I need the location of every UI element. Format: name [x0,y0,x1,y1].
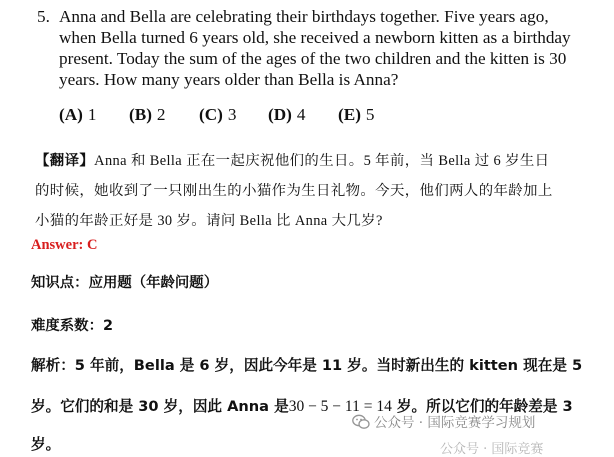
difficulty: 难度系数：2 [31,318,113,334]
choice-d: (D) 4 [268,105,306,124]
explanation-line-1: 解析：5 年前，Bella 是 6 岁，因此今年是 11 岁。当时新出生的 kitten 现在是 5 [31,357,583,374]
question-line-4: years. How many years older than Bella is Anna? [59,70,399,89]
watermark: 公众号 · 国际竞赛学习规划 [352,411,535,434]
question-line-3: present. Today the sum of the ages of the two children and the kitten is 30 [59,49,567,68]
explanation-math: 30 − 5 − 11 = 14 [288,398,392,415]
answer: Answer: C [31,237,98,253]
question-line-1: Anna and Bella are celebrating their birthdays together. Five years ago, [59,7,549,26]
question-number: 5. [37,7,50,26]
translation-line-3: 小猫的年龄正好是 30 岁。请问 Bella 比 Anna 大几岁? [35,213,383,229]
translation-line-1: 【翻译】Anna 和 Bella 正在一起庆祝他们的生日。5 年前，当 Bella 过 6 岁生日 [35,153,550,169]
explanation-line-3: 岁。 [31,436,61,453]
choice-b: (B) 2 [129,105,166,124]
watermark-ghost: 公众号 · 国际竞赛 [440,442,544,457]
explanation-line-2: 岁。它们的和是 30 岁，因此 Anna 是30 − 5 − 11 = 14 岁。所以它们的年龄差是 3 [31,398,573,415]
knowledge-point: 知识点：应用题（年龄问题） [31,275,219,291]
translation-tag: 【翻译】 [35,153,95,169]
wechat-icon [352,414,370,434]
choice-e: (E) 5 [338,105,375,124]
choice-c: (C) 3 [199,105,237,124]
choice-a: (A) 1 [59,105,97,124]
translation-line-2: 的时候，她收到了一只刚出生的小猫作为生日礼物。今天，他们两人的年龄加上 [35,183,553,199]
question-line-2: when Bella turned 6 years old, she received a newborn kitten as a birthday [59,28,571,47]
